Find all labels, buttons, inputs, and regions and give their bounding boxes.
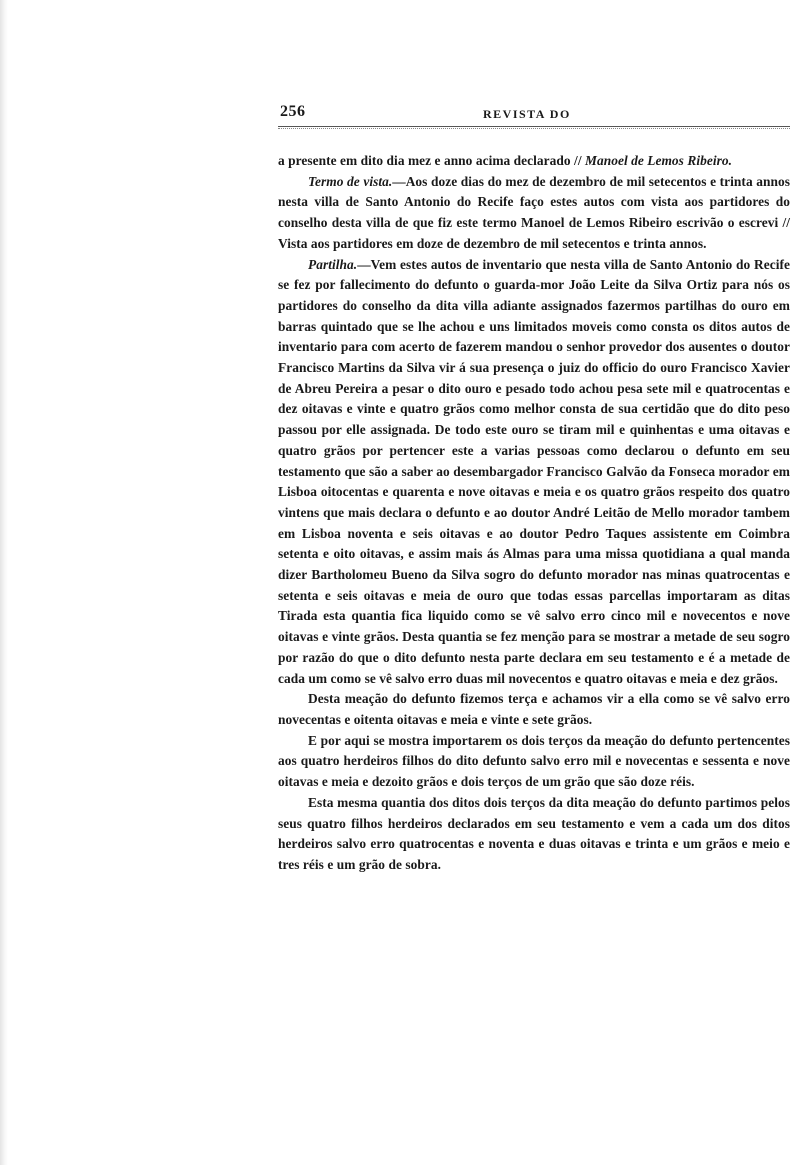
paragraph-text: Desta meação do defunto fizemos terça e achamos vir a ella como se vê salvo erro novecentas e oitenta oitavas e meia e vinte e sete grãos. xyxy=(278,691,790,727)
paragraph-text: —Vem estes autos de inventario que nesta villa de Santo Antonio do Recife se fez por fallecimento do defunto o guarda-mor João Leite da Silva Ortiz para nós os partidores do conselho da dita villa adiante assignados fazermos partilhas do ouro em barras quintado que se lhe achou e uns limitados moveis como consta os ditos autos de inventario para com acerto de fazerem mandou o senhor provedor dos ausentes o doutor Francisco Martins da Silva vir á sua presença o juiz do officio do ouro Francisco Xavier de Abreu Pereira a pesar o dito ouro e pesado todo achou pesa sete mil e quatrocentas e dez oitavas e vinte e quatro grãos como melhor consta de sua certidão que do dito peso passou por elle assignada. De todo este ouro se tiram mil e quinhentas e uma oitavas e quatro grãos por pertencer este a varias pessoas como declarou o defunto em seu testamento que são a saber ao desembargador Francisco Galvão da Fonseca morador em Lisboa oitocentas e quarenta e nove oitavas e meia e os quatro grãos respeito dos quatro vintens que mais declara o defunto e ao doutor André Leitão de Mello morador tambem em Lisboa noventa e seis oitavas e ao doutor Pedro Taques assistente em Coimbra setenta e oito oitavas, e assim mais ás Almas para uma missa quotidiana a qual manda dizer Bartholomeu Bueno da Silva sogro do defunto morador nas minas quatrocentas e setenta e seis oitavas e meia de ouro que todas essas parcellas importaram as ditas Tirada esta quantia fica liquido como se vê salvo erro cinco mil e novecentos e nove oitavas e vinte grãos. Desta quantia se fez menção para se mostrar a metade de seu sogro por razão do que o dito defunto nesta parte declara em seu testamento e é a metade de cada um como se vê salvo erro duas mil novecentos e quatro oitavas e meia e dez grãos. xyxy=(278,256,790,686)
paragraph-termo-de-vista xyxy=(278,172,790,255)
paragraph-text: Esta mesma quantia dos ditos dois terços da dita meação do defunto partimos pelos seus quatro filhos herdeiros declarados em seu testamento e vem a cada um dos ditos herdeiros salvo erro quatrocentas e noventa e duas oitavas e trinta e um grãos e meio e tres réis e um grão de sobra. xyxy=(278,794,790,872)
section-heading: Termo de vista. xyxy=(308,173,393,189)
running-head: REVISTA DO xyxy=(483,107,571,121)
paragraph-terca xyxy=(278,689,790,730)
header-rule xyxy=(278,126,790,129)
paragraph-text: —Aos doze dias do mez de dezembro de mil setecentos e trinta annos nesta villa de Santo Antonio do Recife faço estes autos com vista aos partidores do conselho desta villa de que fiz este termo Manoel de Lemos Ribeiro escrivão o escrevi // Vista aos partidores em doze de dezembro de mil setecentos e trinta annos. xyxy=(278,173,790,251)
signature: Manoel de Lemos Ribeiro. xyxy=(585,153,732,168)
page-number: 256 xyxy=(280,103,306,120)
paragraph-text: a presente em dito dia mez e anno acima declarado // xyxy=(278,153,585,168)
paragraph-partilha xyxy=(278,255,790,690)
section-heading: Partilha. xyxy=(308,256,358,272)
body-text xyxy=(278,151,790,876)
paragraph-dois-tercos xyxy=(278,731,790,793)
page-header xyxy=(278,100,790,128)
paragraph-partilha-herdeiros xyxy=(278,793,790,876)
page-edge-shadow xyxy=(0,0,8,1165)
paragraph-text: E por aqui se mostra importarem os dois terços da meação do defunto pertencentes aos quatro herdeiros filhos do dito defunto salvo erro mil e novecentas e sessenta e nove oitavas e meia e dezoito grãos e dois terços de um grão que são doze réis. xyxy=(278,732,790,790)
paragraph-closing xyxy=(278,151,790,172)
